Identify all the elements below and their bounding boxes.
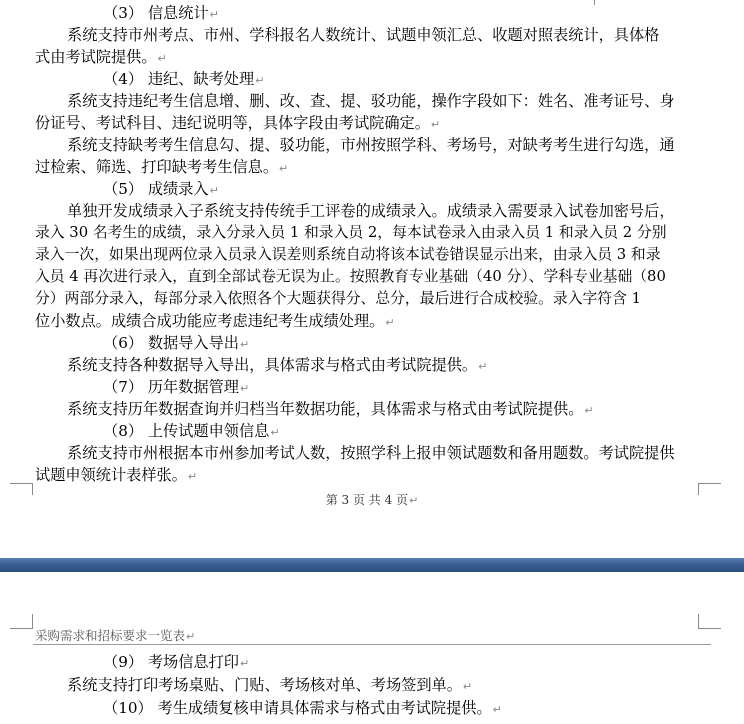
paragraph-mark-icon: ↵ xyxy=(279,162,289,175)
body-line[interactable]: 入员 4 再次进行录入，直到全部试卷无误为止。按照教育专业基础（40 分）、学科专业基础（80 xyxy=(35,268,666,285)
paragraph-mark-icon: ↵ xyxy=(462,680,473,693)
page-header-title[interactable]: 采购需求和招标要求一览表↵ xyxy=(35,628,196,643)
margin-corner-mark xyxy=(698,614,721,629)
body-line[interactable]: 录入一次，如果出现两位录入员录入误差则系统自动将该本试卷错误显示出来，由录入员 3 和录 xyxy=(35,246,661,263)
page-footer xyxy=(0,491,744,508)
body-line[interactable]: 系统支持各种数据导入导出，具体需求与格式由考试院提供。↵ xyxy=(67,356,488,374)
heading-7-history[interactable]: （7） 历年数据管理↵ xyxy=(103,378,250,396)
paragraph-mark-icon: ↵ xyxy=(385,316,395,329)
paragraph-mark-icon: ↵ xyxy=(209,184,219,197)
paragraph-mark-icon: ↵ xyxy=(186,630,196,643)
heading-10-review[interactable]: （10） 考生成绩复核申请具体需求与格式由考试院提供。↵ xyxy=(103,699,502,717)
heading-9-room-print[interactable]: （9） 考场信息打印↵ xyxy=(103,653,250,671)
body-line[interactable]: 系统支持历年数据查询并归档当年数据功能，具体需求与格式由考试院提供。↵ xyxy=(67,400,594,418)
paragraph-mark-icon: ↵ xyxy=(240,657,250,670)
page-number-text: 第 3 页 共 4 页 xyxy=(325,493,409,507)
paragraph-mark-icon: ↵ xyxy=(240,338,250,351)
body-line[interactable]: 分）两部分录入，每部分录入依照各个大题获得分、总分，最后进行合成校验。录入字符含 1 xyxy=(35,290,641,307)
paragraph-mark-icon: ↵ xyxy=(270,426,280,439)
paragraph-mark-icon: ↵ xyxy=(478,360,488,373)
body-line[interactable]: 单独开发成绩录入子系统支持传统手工评卷的成绩录入。成绩录入需要录入试卷加密号后， xyxy=(67,202,675,220)
paragraph-mark-icon: ↵ xyxy=(255,74,265,87)
paragraph-mark-icon: ↵ xyxy=(187,470,198,483)
paragraph-mark-icon: ↵ xyxy=(240,382,250,395)
heading-6-import-export[interactable]: （6） 数据导入导出↵ xyxy=(103,334,250,352)
body-line[interactable]: 试题申领统计表样张。↵ xyxy=(35,466,198,484)
body-line[interactable]: 式由考试院提供。↵ xyxy=(35,48,167,66)
body-line[interactable]: 份证号、考试科目、违纪说明等，具体字段由考试院确定。↵ xyxy=(35,114,441,132)
body-line[interactable]: 录入 30 名考生的成绩，录入分录入员 1 和录入员 2，每本试卷录入由录入员 1 和录入员 2 分别 xyxy=(35,224,667,241)
heading-3-info-stats[interactable]: （3） 信息统计↵ xyxy=(103,4,219,22)
margin-corner-mark xyxy=(10,614,33,629)
paragraph-mark-icon: ↵ xyxy=(209,8,219,21)
heading-8-upload[interactable]: （8） 上传试题申领信息↵ xyxy=(103,422,280,440)
body-line[interactable]: 位小数点。成绩合成功能应考虑违纪考生成绩处理。↵ xyxy=(35,312,395,330)
body-line[interactable]: 系统支持市州根据本市州参加考试人数，按照学科上报申领试题数和备用题数。考试院提供 xyxy=(67,444,675,462)
paragraph-mark-icon: ↵ xyxy=(584,404,594,417)
header-rule xyxy=(33,644,711,645)
margin-corner-mark xyxy=(594,0,595,5)
body-line[interactable]: 系统支持打印考场桌贴、门贴、考场核对单、考场签到单。↵ xyxy=(67,676,473,694)
page-gap xyxy=(0,558,744,572)
heading-4-violation[interactable]: （4） 违纪、缺考处理↵ xyxy=(103,70,265,88)
paragraph-mark-icon: ↵ xyxy=(157,52,167,65)
heading-5-score-entry[interactable]: （5） 成绩录入↵ xyxy=(103,180,219,198)
paragraph-mark-icon: ↵ xyxy=(430,118,441,131)
body-line[interactable]: 系统支持违纪考生信息增、删、改、查、提、驳功能，操作字段如下：姓名、准考证号、身 xyxy=(67,92,675,110)
body-line[interactable]: 系统支持缺考考生信息勾、提、驳功能，市州按照学科、考场号，对缺考考生进行勾选，通 xyxy=(67,136,675,154)
body-line[interactable]: 过检索、筛选、打印缺考考生信息。↵ xyxy=(35,158,289,176)
body-line[interactable]: 系统支持市州考点、市州、学科报名人数统计、试题申领汇总、收题对照表统计，具体格 xyxy=(67,26,660,44)
paragraph-mark-icon: ↵ xyxy=(409,494,419,507)
paragraph-mark-icon: ↵ xyxy=(492,703,502,716)
